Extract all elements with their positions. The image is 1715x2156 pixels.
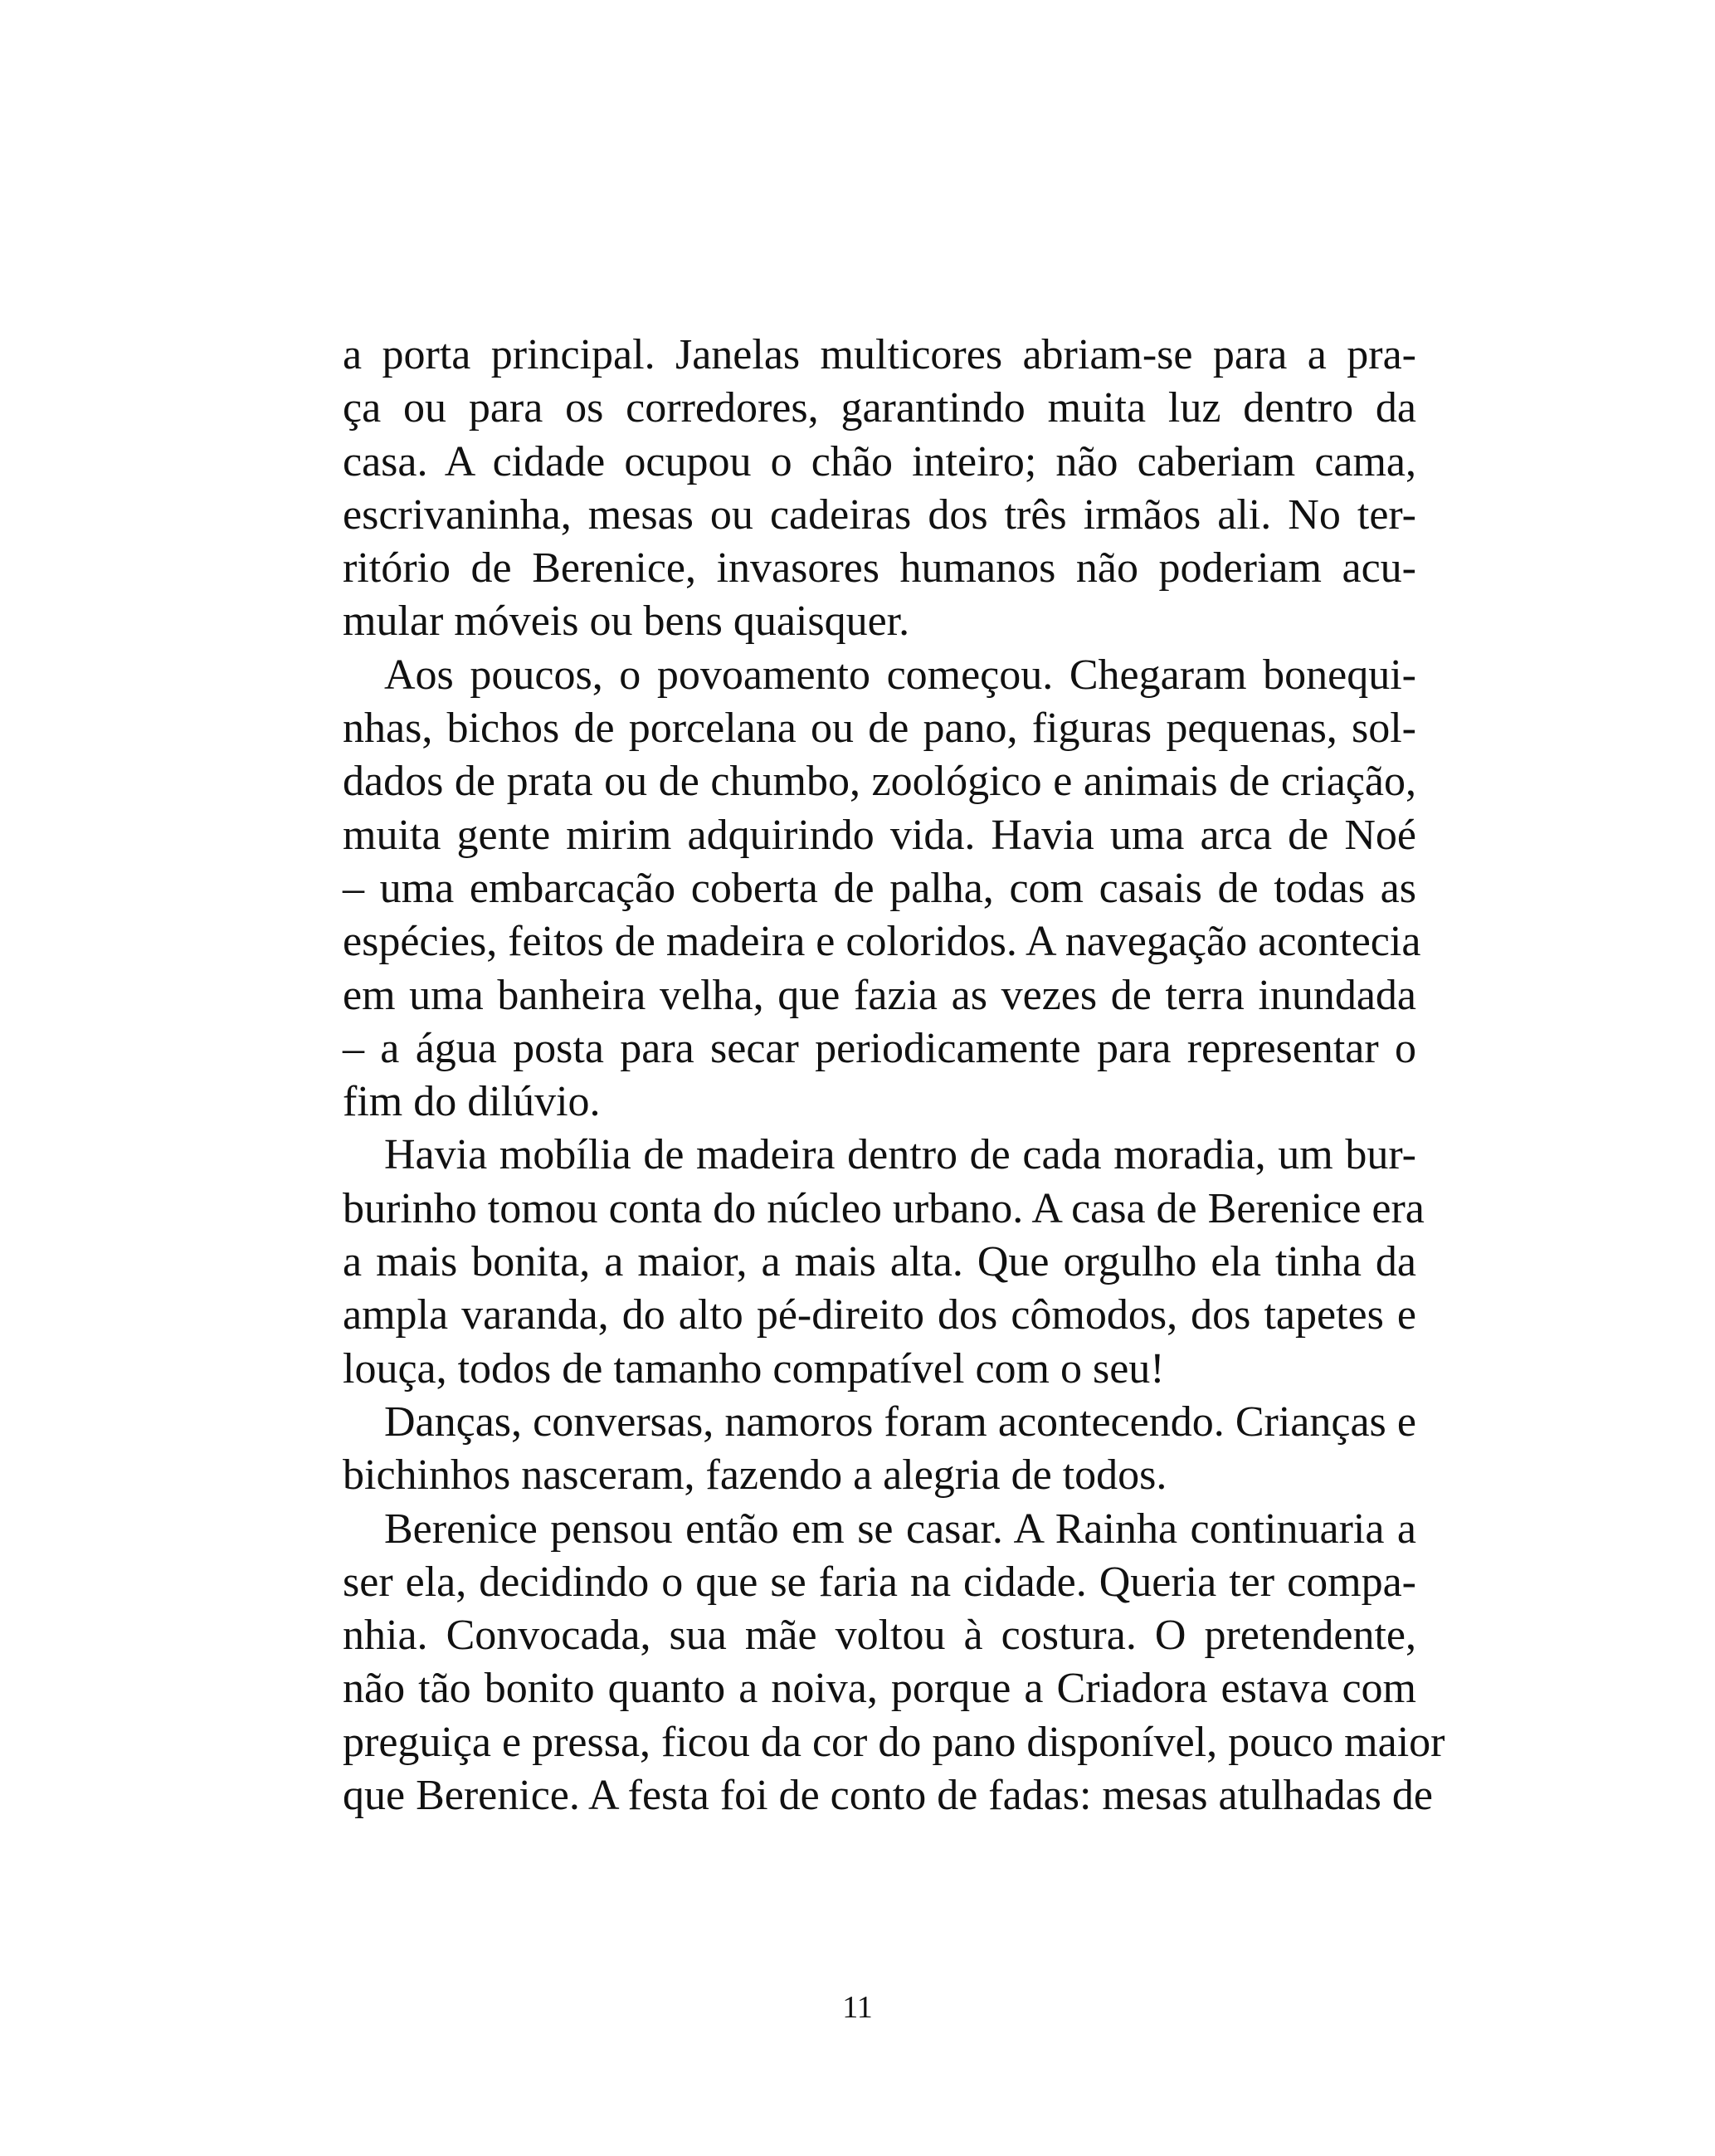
text-line: ser ela, decidindo o que se faria na cidade. Queria ter compa- [343,1558,1416,1606]
text-line: bichinhos nasceram, fazendo a alegria de todos. [343,1451,1167,1500]
text-line: preguiça e pressa, ficou da cor do pano disponível, pouco maior [343,1718,1445,1766]
paragraph-first-line: Berenice pensou então em se casar. A Rainha continuaria a [384,1505,1416,1553]
text-line: casa. A cidade ocupou o chão inteiro; não caberiam cama, [343,437,1416,485]
text-line: a mais bonita, a maior, a mais alta. Que orgulho ela tinha da [343,1238,1416,1286]
text-line: ça ou para os corredores, garantindo muita luz dentro da [343,384,1416,432]
page-number: 11 [842,1990,873,2025]
paragraph-first-line: Aos poucos, o povoamento começou. Chegaram bonequi- [384,651,1416,699]
text-line: louça, todos de tamanho compatível com o seu! [343,1344,1165,1393]
text-line: – uma embarcação coberta de palha, com casais de todas as [343,864,1416,912]
text-line: mular móveis ou bens quaisquer. [343,598,910,646]
text-line: a porta principal. Janelas multicores abriam-se para a pra- [343,331,1416,378]
text-line: não tão bonito quanto a noiva, porque a Criadora estava com [343,1665,1416,1713]
text-line: ritório de Berenice, invasores humanos não poderiam acu- [343,544,1416,593]
text-line: espécies, feitos de madeira e coloridos. A navegação acontecia [343,918,1421,966]
text-line: – a água posta para secar periodicamente para representar o [343,1024,1416,1072]
text-line: nhas, bichos de porcelana ou de pano, figuras pequenas, sol- [343,705,1416,753]
text-line: muita gente mirim adquirindo vida. Havia uma arca de Noé [343,811,1416,859]
text-line: fim do dilúvio. [343,1078,601,1126]
text-line: escrivaninha, mesas ou cadeiras dos três irmãos ali. No ter- [343,490,1416,539]
paragraph-first-line: Danças, conversas, namoros foram acontecendo. Crianças e [384,1397,1416,1446]
text-line: ampla varanda, do alto pé-direito dos cômodos, dos tapetes e [343,1291,1416,1339]
text-line: que Berenice. A festa foi de conto de fadas: mesas atulhadas de [343,1772,1433,1820]
body-text [343,329,1445,1822]
text-line: dados de prata ou de chumbo, zoológico e animais de criação, [343,758,1416,806]
text-line: em uma banheira velha, que fazia as vezes de terra inundada [343,971,1416,1019]
text-line: burinho tomou conta do núcleo urbano. A casa de Berenice era [343,1184,1425,1232]
paragraph-first-line: Havia mobília de madeira dentro de cada moradia, um bur- [384,1131,1416,1179]
text-line: nhia. Convocada, sua mãe voltou à costura. O pretendente, [343,1612,1416,1660]
